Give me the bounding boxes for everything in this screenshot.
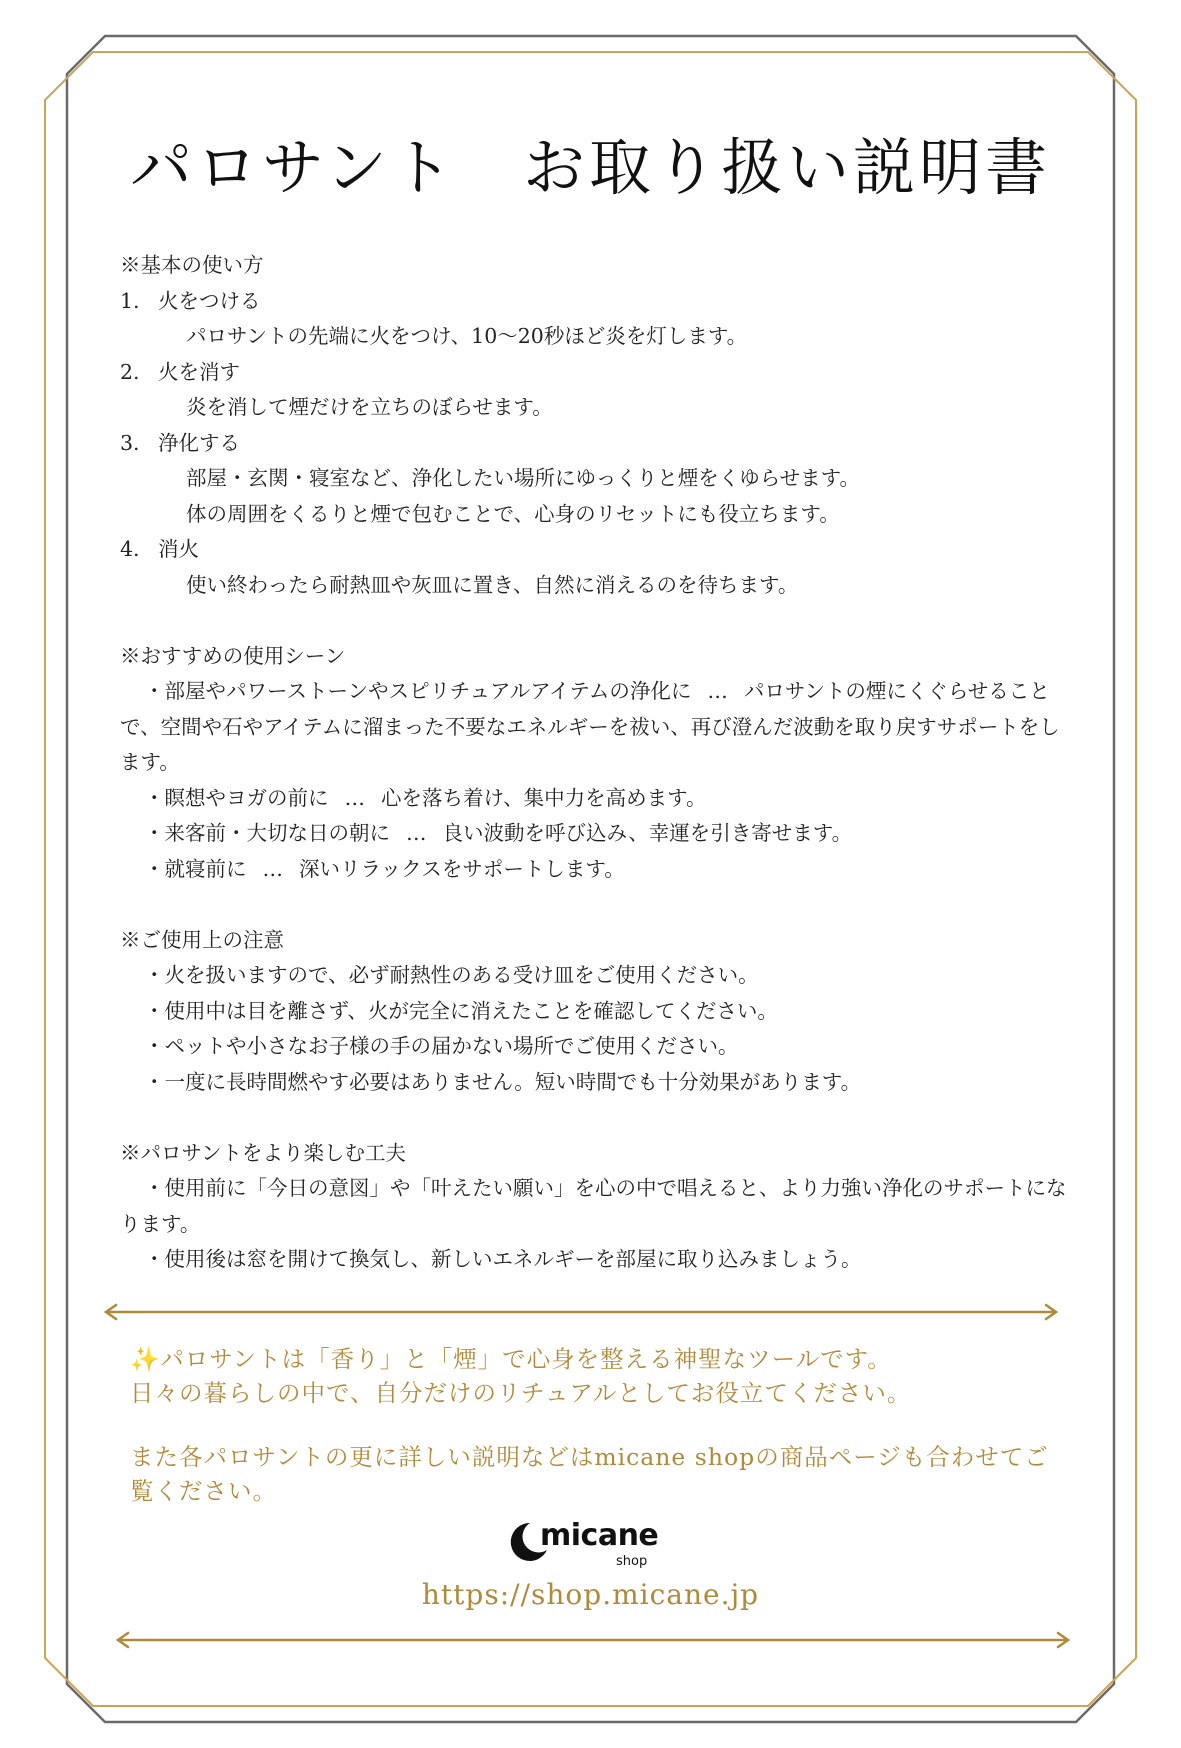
scene-label: ・就寝前に <box>144 856 247 881</box>
scene-item <box>120 674 1080 781</box>
step-1-text: パロサントの先端に火をつけ、10〜20秒ほど炎を灯します。 <box>186 324 748 348</box>
step-number: 1. <box>120 288 140 313</box>
step-number: 3. <box>120 430 140 455</box>
closing-message <box>130 1342 1070 1410</box>
caution-item: ・一度に長時間燃やす必要はありません。短い時間でも十分効果があります。 <box>144 1069 862 1094</box>
bottom-divider-arrow <box>118 1633 1068 1647</box>
cautions-heading: ※ご使用上の注意 <box>120 927 284 952</box>
step-2-text: 炎を消して煙だけを立ちのぼらせます。 <box>186 395 553 419</box>
tip-item: ・使用後は窓を開けて換気し、新しいエネルギーを部屋に取り込みましょう。 <box>144 1247 862 1271</box>
scene-description: 心を落ち着け、集中力を高めます。 <box>381 785 707 810</box>
step-1 <box>120 284 1080 320</box>
tips-heading: ※パロサントをより楽しむ工夫 <box>120 1140 406 1165</box>
scene-separator: … <box>406 821 427 845</box>
micane-logo <box>506 1514 676 1572</box>
step-3 <box>120 426 1080 462</box>
step-4-text: 使い終わったら耐熱皿や灰皿に置き、自然に消えるのを待ちます。 <box>186 572 799 597</box>
logo-subtext: shop <box>616 1554 648 1569</box>
scene-item <box>120 816 1080 852</box>
scene-separator: … <box>262 856 283 881</box>
shop-url-link[interactable]: https://shop.micane.jp <box>421 1578 760 1611</box>
step-3-text-2: 体の周囲をくるりと煙で包むことで、心身のリセットにも役立ちます。 <box>186 501 840 526</box>
caution-item: ・ペットや小さなお子様の手の届かない場所でご使用ください。 <box>144 1034 739 1058</box>
scene-separator: … <box>707 679 728 703</box>
step-number: 2. <box>120 359 140 384</box>
scene-description: 良い波動を呼び込み、幸運を引き寄せます。 <box>442 821 853 845</box>
shop-note: また各パロサントの更に詳しい説明などはmicane shopの商品ページも合わせてご覧ください。 <box>130 1443 1049 1505</box>
basic-usage-heading: ※基本の使い方 <box>120 253 264 277</box>
step-3-text-1: 部屋・玄関・寝室など、浄化したい場所にゆっくりと煙をくゆらせます。 <box>186 466 861 490</box>
scene-separator: … <box>344 785 365 810</box>
closing-message-line-1: ✨パロサントは「香り」と「煙」で心身を整える神聖なツールです。 <box>130 1345 892 1373</box>
scene-label: ・瞑想やヨガの前に <box>144 785 329 810</box>
scenes-heading: ※おすすめの使用シーン <box>120 643 346 668</box>
step-2 <box>120 355 1080 391</box>
scene-item <box>120 852 1080 888</box>
scene-label: ・部屋やパワーストーンやスピリチュアルアイテムの浄化に <box>144 679 692 703</box>
step-label: 消火 <box>158 537 199 561</box>
scene-description: パロサントの煙にくぐらせることで、空間や石やアイテムに溜まった不要なエネルギーを祓い、再び澄んだ波動を取り戻すサポートをします。 <box>120 679 1060 774</box>
scene-description: 深いリラックスをサポートします。 <box>299 856 625 881</box>
logo-wordmark: micane <box>540 1518 659 1553</box>
page-title: パロサント お取り扱い説明書 <box>130 131 1051 204</box>
step-label: 火を消す <box>158 359 240 384</box>
instructions-body <box>120 248 1080 1278</box>
step-label: 火をつける <box>158 288 261 313</box>
closing-message-line-2: 日々の暮らしの中で、自分だけのリチュアルとしてお役立てください。 <box>130 1379 912 1407</box>
step-label: 浄化する <box>158 430 240 455</box>
scene-label: ・来客前・大切な日の朝に <box>144 821 390 845</box>
scene-item <box>120 781 1080 817</box>
caution-item: ・使用中は目を離さず、火が完全に消えたことを確認してください。 <box>144 998 778 1023</box>
tip-item: ・使用前に「今日の意図」や「叶えたい願い」を心の中で唱えると、より力強い浄化のサポートになります。 <box>120 1176 1067 1236</box>
caution-item: ・火を扱いますので、必ず耐熱性のある受け皿をご使用ください。 <box>144 963 759 987</box>
step-number: 4. <box>120 537 140 561</box>
top-divider-arrow <box>106 1305 1056 1319</box>
step-4 <box>120 532 1080 568</box>
